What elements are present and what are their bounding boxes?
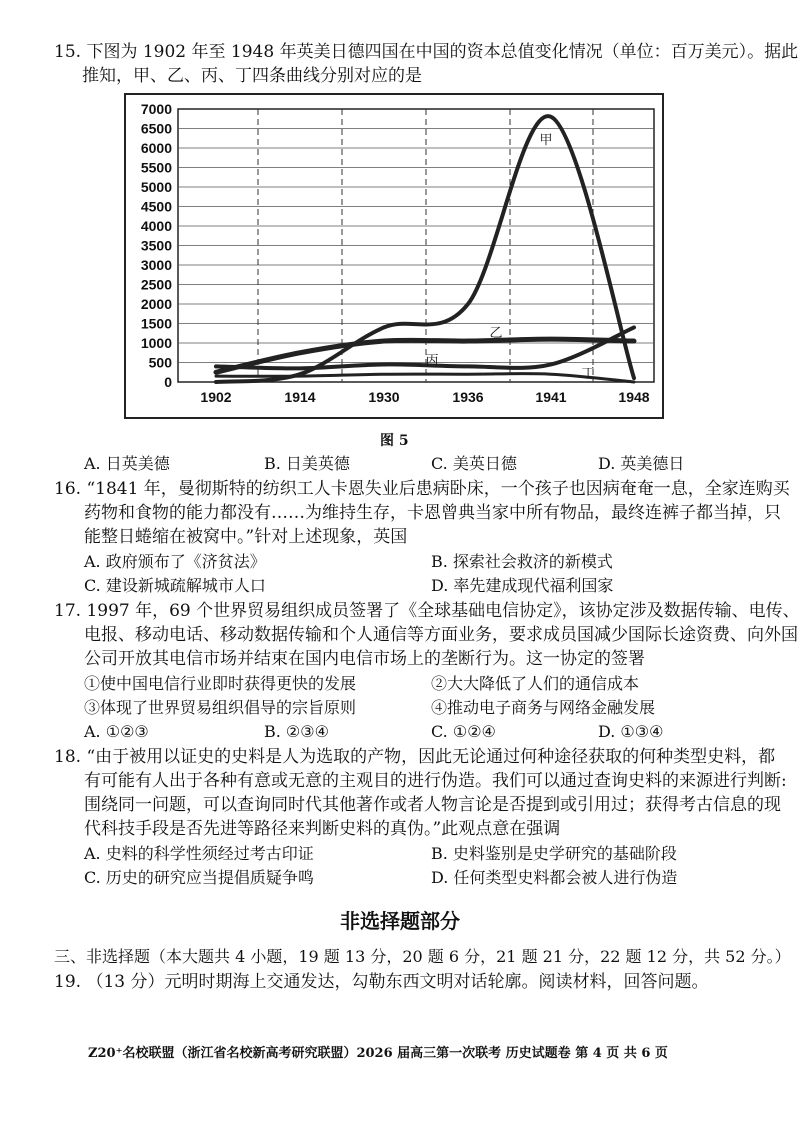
q18-stem-line1: 18. “由于被用以证史的史料是人为选取的产物，因此无论通过何种途径获取的何种类型史料，都 xyxy=(54,747,776,767)
series-label-1: 甲 xyxy=(539,133,553,149)
y-tick-label: 3500 xyxy=(140,237,172,254)
q18-option-d[interactable]: D. 任何类型史料都会被人进行伪造 xyxy=(431,868,678,887)
q17-option-d[interactable]: D. ①③④ xyxy=(598,722,664,741)
q15-stem-line2: 推知，甲、乙、丙、丁四条曲线分别对应的是 xyxy=(82,66,422,86)
q18-option-a[interactable]: A. 史料的科学性须经过考古印证 xyxy=(84,844,314,863)
x-tick-label: 1936 xyxy=(452,389,484,405)
series-label-4: 丁 xyxy=(581,366,595,382)
q17-stem-line1: 17. 1997 年，69 个世界贸易组织成员签署了《全球基础电信协定》，该协定涉及数据传输、电传、 xyxy=(54,601,800,621)
q18-stem-line2: 有可能有人出于各种有意或无意的主观目的进行伪造。我们可以通过查询史料的来源进行判断: xyxy=(84,771,787,791)
page-footer: Z20⁺名校联盟（浙江省名校新高考研究联盟）2026 届高三第一次联考 历史试题卷 第 4 页 共 6 页 xyxy=(88,1046,668,1061)
q17-item-3: ③体现了世界贸易组织倡导的宗旨原则 xyxy=(84,698,357,717)
q16-option-c[interactable]: C. 建设新城疏解城市人口 xyxy=(84,576,266,595)
x-tick-label: 1902 xyxy=(200,389,232,405)
q17-stem-line2: 电报、移动电话、移动数据传输和个人通信等方面业务，要求成员国减少国际长途资费、向外国 xyxy=(84,625,798,645)
q18-stem-line4: 代科技手段是否先进等路径来判断史料的真伪。”此观点意在强调 xyxy=(84,819,561,839)
section-title: 非选择题部分 xyxy=(340,909,460,933)
q16-stem-line2: 药物和食物的能力都没有……为维持生存，卡恩曾典当家中所有物品，最终连裤子都当掉，只 xyxy=(84,503,781,523)
q18-stem-line3: 围绕同一问题，可以查询同时代其他著作或者人物言论是否提到或引用过；获得考古信息的现 xyxy=(84,795,781,815)
q17-item-4: ④推动电子商务与网络金融发展 xyxy=(431,698,656,717)
q15-option-b[interactable]: B. 日美英德 xyxy=(264,454,350,473)
q16-stem-line3: 能整日蜷缩在被窝中。”针对上述现象，英国 xyxy=(84,527,408,547)
series-label-3: 丙 xyxy=(425,353,439,369)
x-tick-label: 1941 xyxy=(535,389,567,405)
q15-stem-line1: 15. 下图为 1902 年至 1948 年英美日德四国在中国的资本总值变化情况（单位：百万美元）。据此 xyxy=(54,42,799,62)
y-tick-label: 3000 xyxy=(140,257,172,273)
x-tick-label: 1914 xyxy=(284,389,316,405)
y-tick-label: 2500 xyxy=(140,276,172,293)
section-heading: 三、非选择题（本大题共 4 小题，19 题 13 分，20 题 6 分，21 题 21 分，22 题 12 分，共 52 分。） xyxy=(54,947,791,966)
q17-item-2: ②大大降低了人们的通信成本 xyxy=(431,674,640,693)
y-tick-label: 4500 xyxy=(140,198,172,215)
y-tick-label: 6000 xyxy=(140,140,172,156)
x-tick-label: 1930 xyxy=(368,389,400,405)
figure-caption: 图 5 xyxy=(380,433,409,449)
q15-option-a[interactable]: A. 日英美德 xyxy=(84,454,170,473)
q16-option-a[interactable]: A. 政府颁布了《济贫法》 xyxy=(84,552,266,571)
y-tick-label: 7000 xyxy=(140,101,172,117)
y-tick-label: 1000 xyxy=(140,335,172,351)
y-tick-label: 1500 xyxy=(140,315,172,332)
q15-option-c[interactable]: C. 美英日德 xyxy=(431,454,517,473)
y-tick-label: 6500 xyxy=(140,120,172,137)
q16-option-b[interactable]: B. 探索社会救济的新模式 xyxy=(431,552,613,571)
y-tick-label: 2000 xyxy=(140,296,172,312)
y-tick-label: 0 xyxy=(164,374,172,390)
q16-stem-line1: 16. “1841 年，曼彻斯特的纺织工人卡恩失业后患病卧床，一个孩子也因病奄奄一息，全家连购买 xyxy=(54,479,790,499)
q16-option-d[interactable]: D. 率先建成现代福利国家 xyxy=(431,576,614,595)
y-tick-label: 5500 xyxy=(140,159,172,176)
series-label-2: 乙 xyxy=(489,326,503,342)
q18-option-b[interactable]: B. 史料鉴别是史学研究的基础阶段 xyxy=(431,844,677,863)
y-tick-label: 4000 xyxy=(140,218,172,234)
q17-option-a[interactable]: A. ①②③ xyxy=(84,722,149,741)
q17-item-1: ①使中国电信行业即时获得更快的发展 xyxy=(84,674,357,693)
q17-stem-line3: 公司开放其电信市场并结束在国内电信市场上的垄断行为。这一协定的签署 xyxy=(84,649,645,669)
chart-frame xyxy=(124,93,664,419)
q18-option-c[interactable]: C. 历史的研究应当提倡质疑争鸣 xyxy=(84,868,314,887)
q19-stem-line1: 19. （13 分）元明时期海上交通发达，勾勒东西文明对话轮廓。阅读材料，回答问题。 xyxy=(54,972,709,992)
y-tick-label: 500 xyxy=(148,354,172,371)
x-tick-label: 1948 xyxy=(618,389,650,405)
q17-option-b[interactable]: B. ②③④ xyxy=(264,722,329,741)
y-tick-label: 5000 xyxy=(140,179,172,195)
capital-line-chart xyxy=(126,95,662,417)
q15-option-d[interactable]: D. 英美德日 xyxy=(598,454,685,473)
q17-option-c[interactable]: C. ①②④ xyxy=(431,722,496,741)
